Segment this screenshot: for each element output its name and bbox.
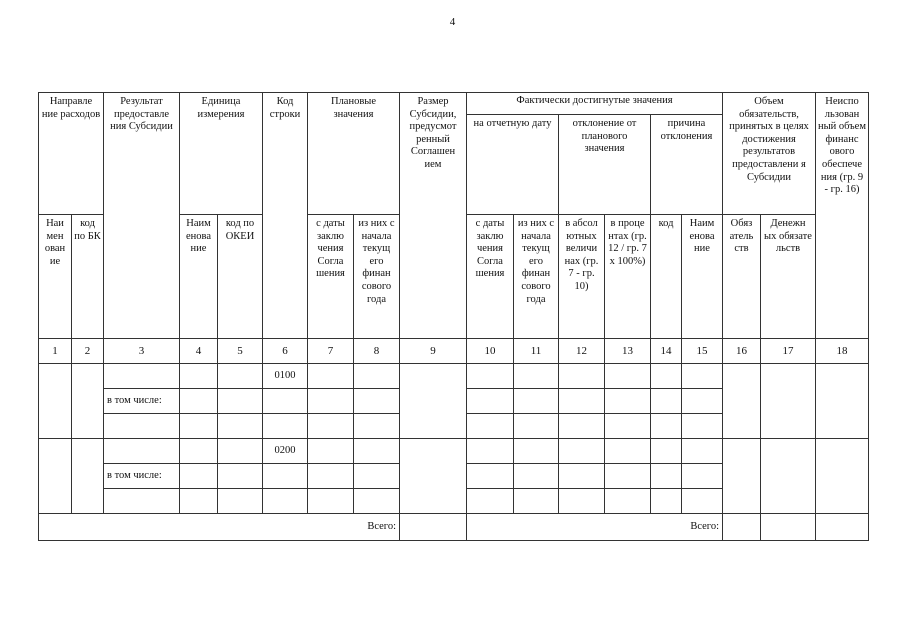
page-number: 4 [449,16,456,28]
cell [467,389,514,414]
col-num: 15 [682,339,723,364]
cell [263,464,308,489]
col-num: 10 [467,339,514,364]
header-deviation-percent: в проце нтах (гр. 12 / гр. 7 x 100%) [605,215,651,339]
including-label: в том числе: [104,464,180,489]
table-row [39,439,869,464]
including-label: в том числе: [104,389,180,414]
cell [467,364,514,389]
header-deviation-reason: причина отклонения [651,115,723,215]
cell [180,489,218,514]
cell [354,464,400,489]
header-reason-name: Наим енова ние [682,215,723,339]
cell [605,414,651,439]
cell [308,364,354,389]
header-actual-from-year-start: из них с начала текущ его финан сового года [514,215,559,339]
cell [308,489,354,514]
cell [467,439,514,464]
cell [180,364,218,389]
cell [514,439,559,464]
cell [354,439,400,464]
header-deviation: отклонение от планового значения [559,115,651,215]
col-num: 9 [400,339,467,364]
total-cell [723,514,761,541]
cell [723,364,761,439]
col-num: 13 [605,339,651,364]
col-num: 2 [72,339,104,364]
cell [263,489,308,514]
cell [514,389,559,414]
cell [180,464,218,489]
total-label: Всего: [39,514,400,541]
cell [559,389,605,414]
cell [72,364,104,439]
header-reporting-date: на отчетную дату [467,115,559,215]
cell [354,414,400,439]
col-num: 16 [723,339,761,364]
cell [104,364,180,389]
cell [651,364,682,389]
cell [723,439,761,514]
cell [605,364,651,389]
cell [467,489,514,514]
cell [559,364,605,389]
line-code-cell: 0200 [263,439,308,464]
cell [354,389,400,414]
cell [400,439,467,514]
col-num: 12 [559,339,605,364]
cell [467,464,514,489]
cell [682,364,723,389]
cell [682,489,723,514]
header-okei-code: код по ОКЕИ [218,215,263,339]
cell [605,464,651,489]
cell [180,439,218,464]
cell [308,389,354,414]
cell [605,439,651,464]
total-cell [816,514,869,541]
cell [605,489,651,514]
cell [218,414,263,439]
col-num: 7 [308,339,354,364]
header-name: Наи мен ован ие [39,215,72,339]
cell [354,489,400,514]
header-actual-from-agreement: с даты заклю чения Согла шения [467,215,514,339]
header-unit: Единица измерения [180,93,263,215]
cell [218,439,263,464]
cell [180,414,218,439]
cell [559,464,605,489]
cell [682,464,723,489]
cell [308,439,354,464]
total-subsidy-cell [400,514,467,541]
header-deviation-abs: в абсол ютных величи нах (гр. 7 - гр. 10) [559,215,605,339]
col-num: 17 [761,339,816,364]
cell [39,364,72,439]
cell [104,489,180,514]
cell [72,439,104,514]
cell [514,364,559,389]
cell [400,364,467,439]
col-num: 3 [104,339,180,364]
cell [682,414,723,439]
cell [761,364,816,439]
cell [559,439,605,464]
col-num: 5 [218,339,263,364]
cell [104,439,180,464]
col-num: 1 [39,339,72,364]
cell [682,389,723,414]
header-result: Результат предоставле ния Субсидии [104,93,180,339]
cell [651,489,682,514]
cell [761,439,816,514]
header-actual: Фактически достигнутые значения [467,93,723,115]
cell [651,439,682,464]
report-table [38,92,869,541]
header-line-code: Код строки [263,93,308,339]
cell [39,439,72,514]
column-numbers-row [39,339,869,364]
col-num: 8 [354,339,400,364]
cell [559,414,605,439]
cell [651,464,682,489]
cell [651,389,682,414]
total-label: Всего: [467,514,723,541]
cell [218,389,263,414]
cell [816,364,869,439]
line-code-cell: 0100 [263,364,308,389]
cell [354,364,400,389]
header-planned-from-agreement: с даты заклю чения Согла шения [308,215,354,339]
total-cell [761,514,816,541]
cell [263,414,308,439]
cell [467,414,514,439]
header-planned: Плановые значения [308,93,400,215]
cell [514,464,559,489]
col-num: 14 [651,339,682,364]
cell [514,414,559,439]
cell [308,464,354,489]
cell [180,389,218,414]
cell [559,489,605,514]
cell [218,364,263,389]
header-unit-name: Наим енова ние [180,215,218,339]
header-subsidy-size: Размер Субсидии, предусмот ренный Соглашен ием [400,93,467,339]
cell [651,414,682,439]
col-num: 4 [180,339,218,364]
col-num: 6 [263,339,308,364]
cell [218,464,263,489]
cell [263,389,308,414]
cell [104,414,180,439]
header-bk-code: код по БК [72,215,104,339]
header-obligations: Объем обязательств, принятых в целях достижения результатов предоставлени я Субсидии [723,93,816,215]
table-row [39,364,869,389]
cell [514,489,559,514]
cell [308,414,354,439]
cell [682,439,723,464]
header-planned-from-year-start: из них с начала текущ его финан сового года [354,215,400,339]
header-unused: Неиспо льзован ный объем финанс ового обеспече ния (гр. 9 - гр. 16) [816,93,869,339]
header-direction: Направле ние расходов [39,93,104,215]
cell [218,489,263,514]
col-num: 18 [816,339,869,364]
cell [605,389,651,414]
header-reason-code: код [651,215,682,339]
total-row [39,514,869,541]
cell [816,439,869,514]
col-num: 11 [514,339,559,364]
header-obligations-col: Обяз атель ств [723,215,761,339]
header-money-obligations: Денежн ых обязате льств [761,215,816,339]
